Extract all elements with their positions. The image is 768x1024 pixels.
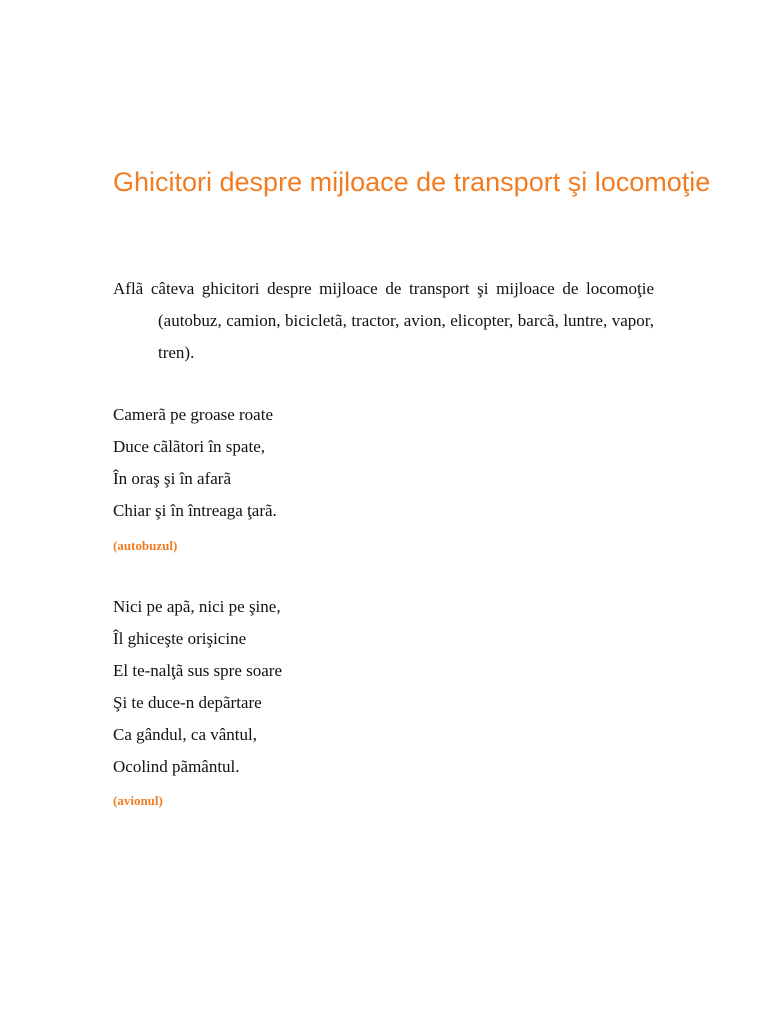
riddle-1 [113, 399, 673, 527]
riddle-line: Şi te duce-n depãrtare [113, 693, 262, 712]
riddle-line: Chiar şi în întreaga ţarã. [113, 501, 277, 520]
riddle-line: Camerã pe groase roate [113, 405, 273, 424]
riddle-line: Ocolind pãmântul. [113, 757, 240, 776]
riddle-line: Duce cãlãtori în spate, [113, 437, 265, 456]
riddle-line: El te-nalţã sus spre soare [113, 661, 282, 680]
page-title: Ghicitori despre mijloace de transport şi locomoţie [113, 167, 711, 197]
riddle-2-answer: (avionul) [113, 793, 163, 808]
riddle-2 [113, 591, 673, 783]
riddle-line: Îl ghiceşte orişicine [113, 629, 247, 648]
riddle-line: În oraş şi în afarã [113, 469, 232, 488]
riddle-1-answer: (autobuzul) [113, 538, 178, 553]
intro-paragraph: Aflã câteva ghicitori despre mijloace de transport şi mijloace de locomoţie (autobuz, camion, bicicletã, tractor, avion, elicopter, barcã, luntre, vapor, tren). [113, 279, 654, 362]
riddle-line: Nici pe apã, nici pe şine, [113, 597, 281, 616]
riddle-line: Ca gândul, ca vântul, [113, 725, 257, 744]
